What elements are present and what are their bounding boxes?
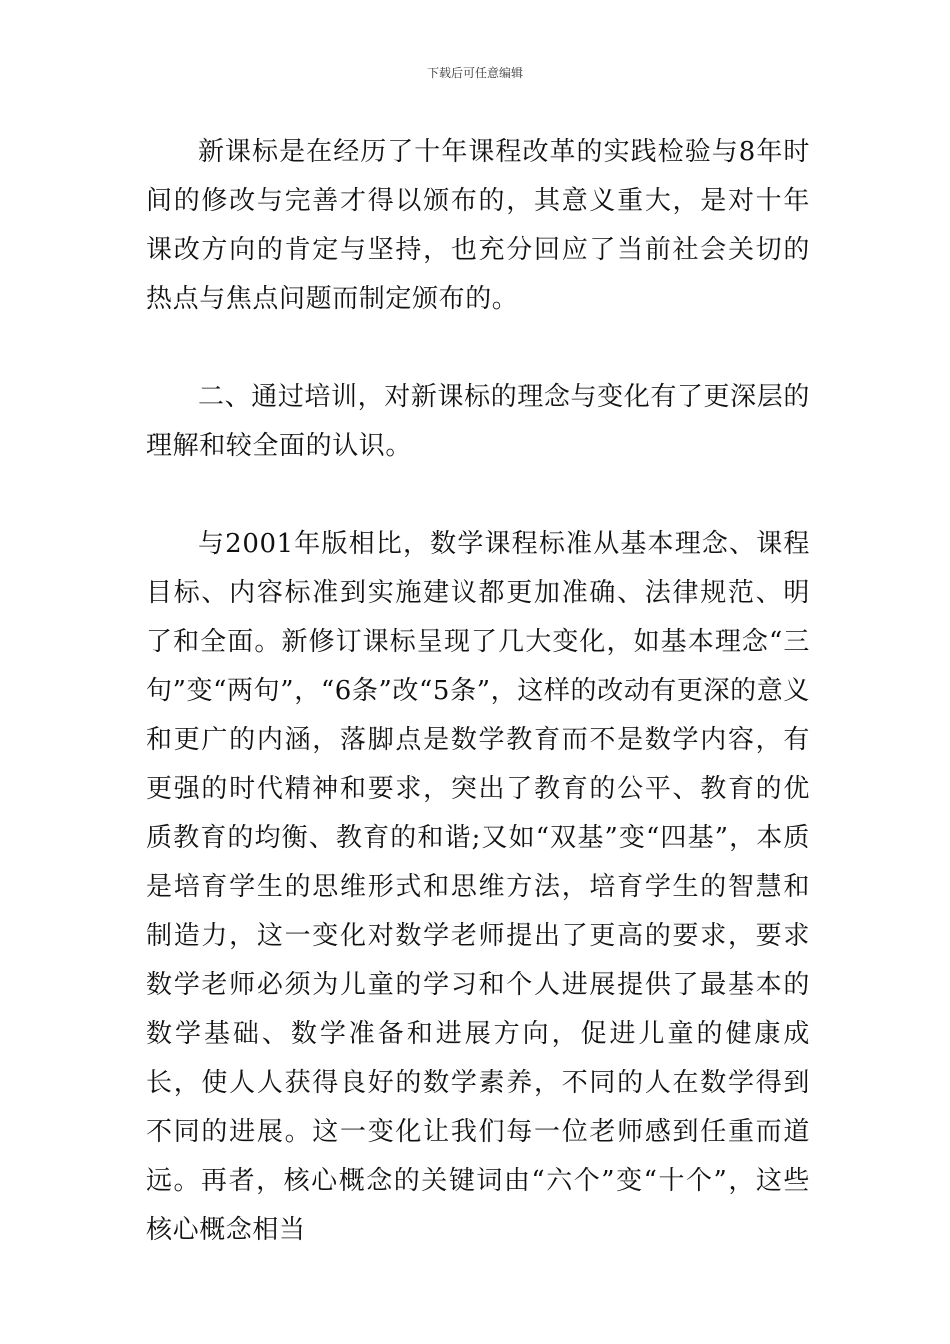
document-body	[146, 128, 810, 1255]
paragraph-comparison: 与2001年版相比，数学课程标准从基本理念、课程目标、内容标准到实施建议都更加准确、法律规范、明了和全面。新修订课标呈现了几大变化，如基本理念“三句”变“两句”，“6条”改“5条”，这样的改动有更深的意义和更广的内涵，落脚点是数学教育而不是数学内容，有更强的时代精神和要求，突出了教育的公平、教育的优质教育的均衡、教育的和谐;又如“双基”变“四基”，本质是培育学生的思维形式和思维方法，培育学生的智慧和制造力，这一变化对数学老师提出了更高的要求，要求数学老师必须为儿童的学习和个人进展提供了最基本的数学基础、数学准备和进展方向，促进儿童的健康成长，使人人获得良好的数学素养，不同的人在数学得到不同的进展。这一变化让我们每一位老师感到任重而道远。再者，核心概念的关键词由“六个”变“十个”，这些核心概念相当	[146, 529, 810, 1245]
paragraph-intro: 新课标是在经历了十年课程改革的实践检验与8年时间的修改与完善才得以颁布的，其意义重大，是对十年课改方向的肯定与坚持，也充分回应了当前社会关切的热点与焦点问题而制定颁布的。	[146, 137, 810, 314]
page-header-note: 下载后可任意编辑	[426, 66, 523, 80]
paragraph-section-two-heading: 二、通过培训，对新课标的理念与变化有了更深层的理解和较全面的认识。	[146, 382, 810, 461]
